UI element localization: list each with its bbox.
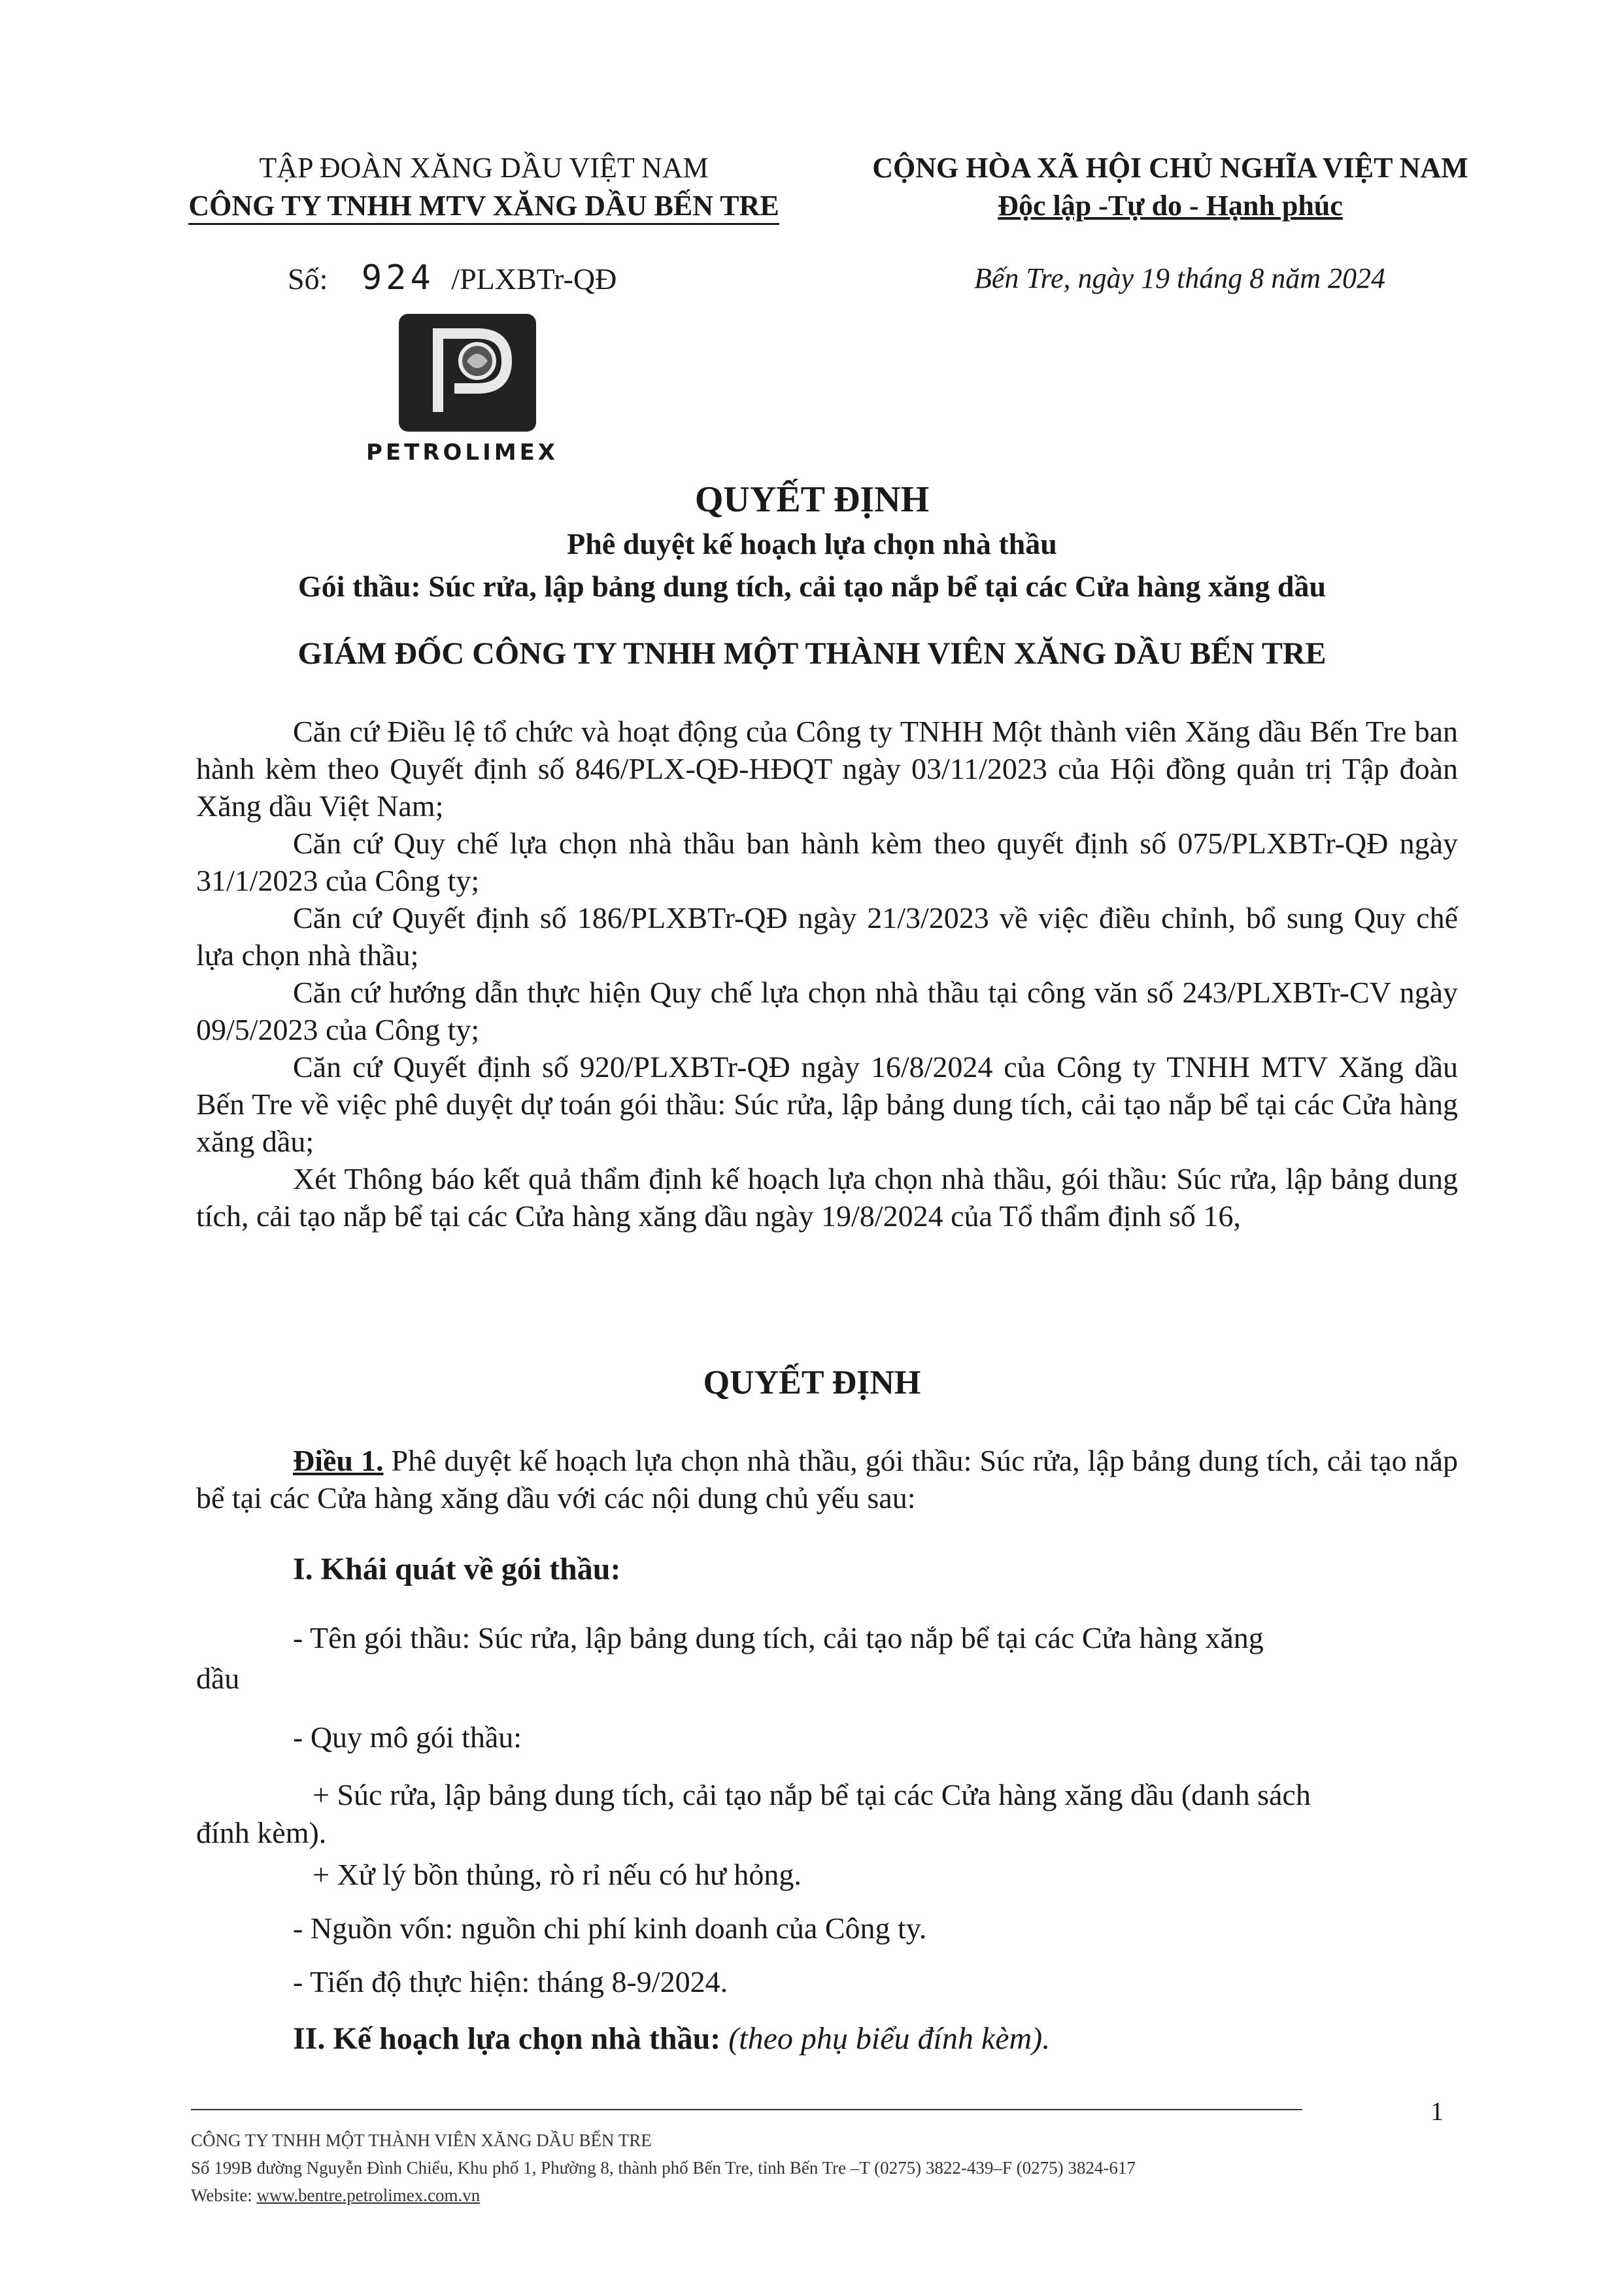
nation-name: CỘNG HÒA XÃ HỘI CHỦ NGHĨA VIỆT NAM [872,152,1468,184]
article-1-body: Phê duyệt kế hoạch lựa chọn nhà thầu, gói thầu: Súc rửa, lập bảng dung tích, cải tạo nắp bể tại các Cửa hàng xăng dầu với các nội dung chủ yếu sau: [196,1444,1459,1515]
document-subject: Phê duyệt kế hoạch lựa chọn nhà thầu [567,527,1057,560]
website-label: Website: [191,2185,257,2205]
article-1-text [196,1442,1458,1516]
schedule: - Tiến độ thực hiện: tháng 8-9/2024. [293,1965,728,1998]
package-name-line: - Tên gói thầu: Súc rửa, lập bảng dung tích, cải tạo nắp bể tại các Cửa hàng xăng [293,1621,1264,1654]
basis-item: Căn cứ Quy chế lựa chọn nhà thầu ban hành kèm theo quyết định số 075/PLXBTr-QĐ ngày 31/1/2023 của Công ty; [196,827,1458,897]
package-name: Gói thầu: Súc rửa, lập bảng dung tích, cải tạo nắp bể tại các Cửa hàng xăng dầu [297,570,1327,603]
funding-source: - Nguồn vốn: nguồn chi phí kinh doanh của Công ty. [293,1911,927,1945]
footer-address: Số 199B đường Nguyễn Đình Chiểu, Khu phố 1, Phường 8, thành phố Bến Tre, tỉnh Bến Tre –T (0275) 3822-439–F (0275) 3824-617 [191,2158,1136,2178]
so-label: Số: [288,262,328,296]
petrolimex-logo-icon [399,314,536,432]
basis-item: Căn cứ Điều lệ tổ chức và hoạt động của Công ty TNHH Một thành viên Xăng dầu Bến Tre ban hành kèm theo Quyết định số 846/PLX-QĐ-HĐQT ngày 03/11/2023 của Hội đồng quản trị Tập đoàn Xăng dầu Việt Nam; [196,715,1458,823]
legal-basis [196,713,1458,1235]
section-2-note: (theo phụ biểu đính kèm). [720,2021,1051,2056]
motto [824,187,1517,225]
parent-org: TẬP ĐOÀN XĂNG DẦU VIỆT NAM [259,152,709,184]
motto-text: Độc lập -Tự do - Hạnh phúc [998,190,1343,222]
decision-heading: QUYẾT ĐỊNH [703,1364,921,1401]
so-number: 924 [361,258,435,298]
scale-label: - Quy mô gói thầu: [293,1720,522,1754]
issuing-authority: GIÁM ĐỐC CÔNG TY TNHH MỘT THÀNH VIÊN XĂNG DẦU BẾN TRE [297,636,1327,671]
basis-item: Căn cứ Quyết định số 186/PLXBTr-QĐ ngày 21/3/2023 về việc điều chỉnh, bổ sung Quy chế lựa chọn nhà thầu; [196,901,1458,972]
footer-divider [191,2109,1302,2110]
issue-date: Bến Tre, ngày 19 tháng 8 năm 2024 [974,262,1385,294]
basis-item: Căn cứ hướng dẫn thực hiện Quy chế lựa chọn nhà thầu tại công văn số 243/PLXBTr-CV ngày 09/5/2023 của Công ty; [196,976,1458,1046]
scale-item-2: + Xử lý bồn thủng, rò rỉ nếu có hư hỏng. [313,1858,802,1891]
company-name-text: CÔNG TY TNHH MTV XĂNG DẦU BẾN TRE [188,190,779,225]
petrolimex-logo [399,314,536,432]
document-number [288,258,617,298]
website-link[interactable]: www.bentre.petrolimex.com.vn [256,2185,481,2205]
footer-website-line [191,2185,480,2206]
page-number: 1 [1430,2097,1444,2126]
issuer-block [131,149,837,225]
scale-item-1: + Súc rửa, lập bảng dung tích, cải tạo nắp bể tại các Cửa hàng xăng dầu (danh sách [313,1778,1311,1811]
scale-item-1-cont: đính kèm). [196,1816,327,1849]
section-2 [293,2021,1555,2057]
article-1 [196,1442,1458,1516]
article-1-label: Điều 1. [293,1444,384,1477]
package-name-cont: dầu [196,1662,240,1695]
so-suffix: /PLXBTr-QĐ [451,262,617,296]
national-motto [824,149,1517,225]
section-2-heading: II. Kế hoạch lựa chọn nhà thầu: [293,2021,721,2056]
company-name [131,187,837,225]
basis-item: Căn cứ Quyết định số 920/PLXBTr-QĐ ngày 16/8/2024 của Công ty TNHH MTV Xăng dầu Bến Tre về việc phê duyệt dự toán gói thầu: Súc rửa, lập bảng dung tích, cải tạo nắp bể tại các Cửa hàng xăng dầu; [196,1050,1458,1158]
basis-item: Xét Thông báo kết quả thẩm định kế hoạch lựa chọn nhà thầu, gói thầu: Súc rửa, lập bảng dung tích, cải tạo nắp bể tại các Cửa hàng xăng dầu ngày 19/8/2024 của Tổ thẩm định số 16, [196,1162,1458,1233]
document-title: QUYẾT ĐỊNH [694,479,930,520]
section-1-heading: I. Khái quát về gói thầu: [293,1552,621,1586]
footer-company: CÔNG TY TNHH MỘT THÀNH VIÊN XĂNG DẦU BẾN TRE [191,2131,652,2150]
logo-wordmark: PETROLIMEX [366,439,559,466]
